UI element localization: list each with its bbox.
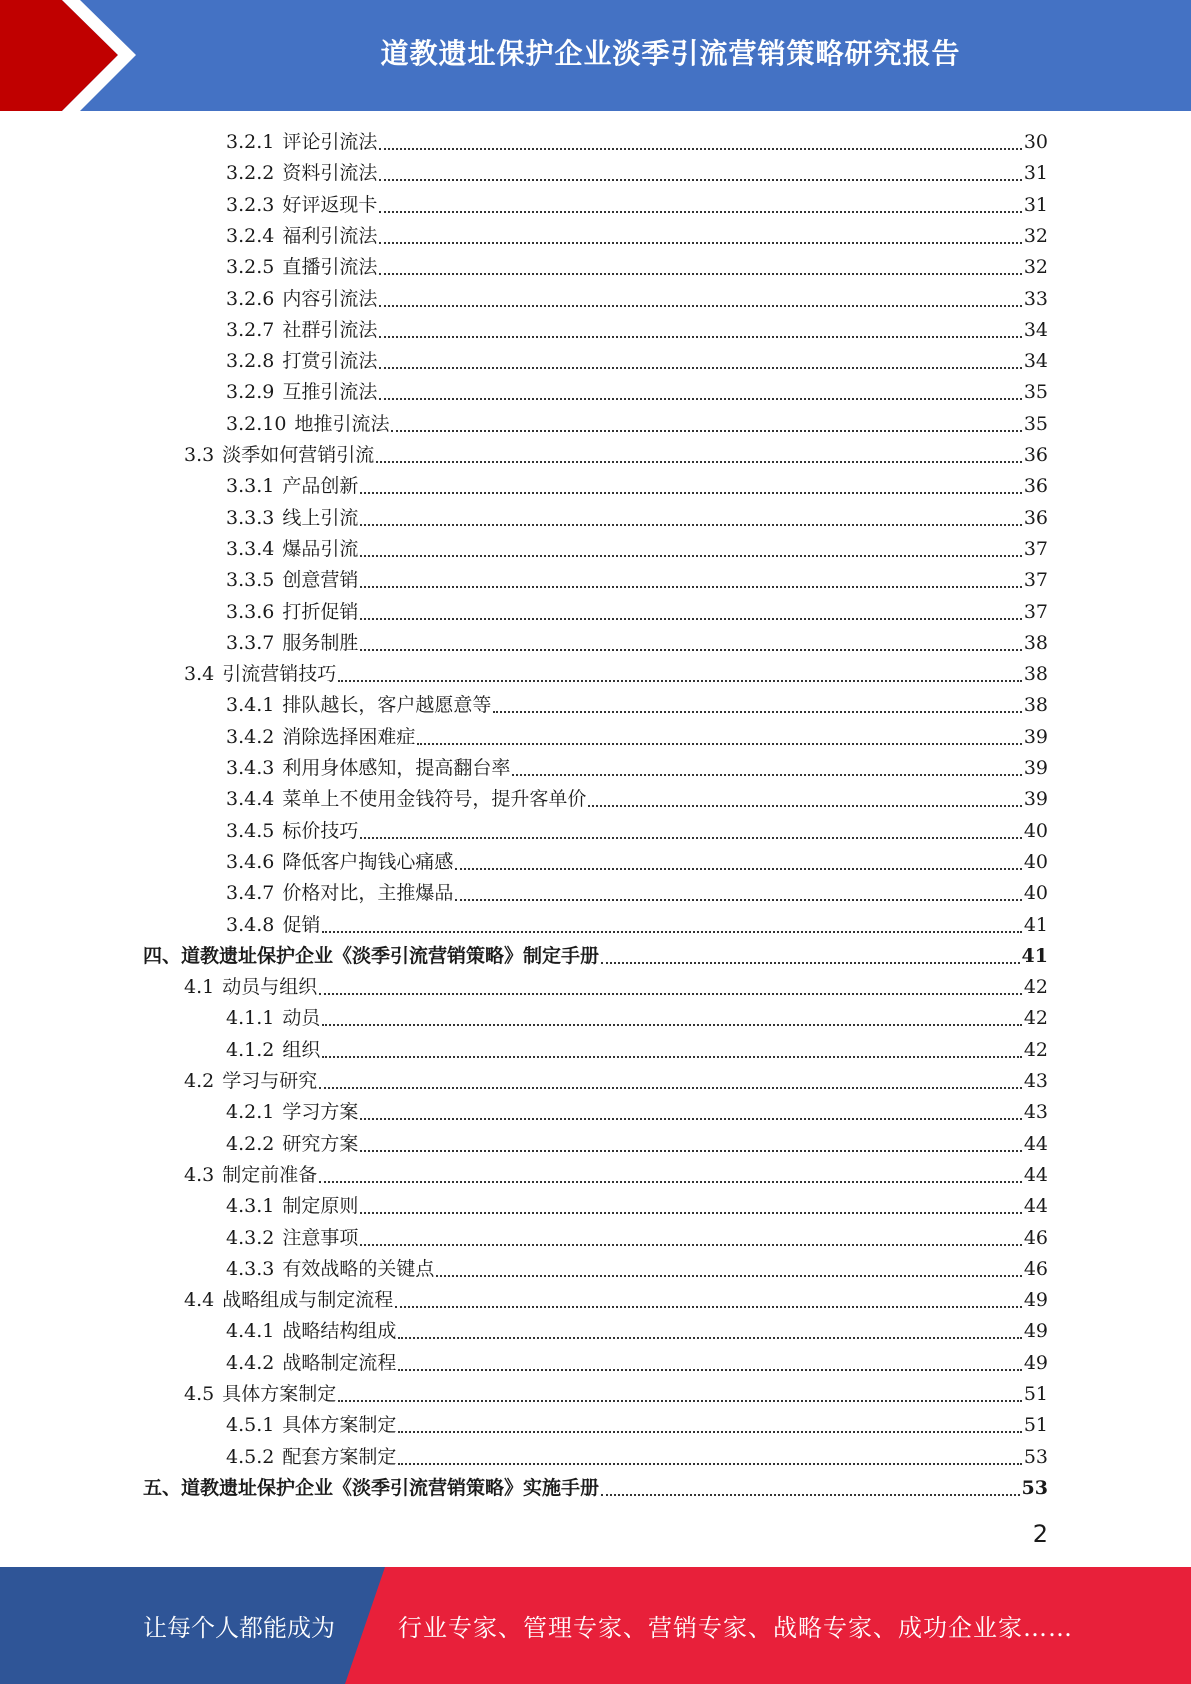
toc-dot-leader: [398, 1444, 1021, 1465]
toc-entry[interactable]: [226, 471, 1048, 502]
toc-entry-title: 地推引流法: [294, 412, 390, 435]
toc-dot-leader: [379, 160, 1021, 181]
toc-entry[interactable]: [184, 1160, 1048, 1191]
toc-entry-title: 产品创新: [282, 475, 359, 498]
toc-entry-page: 51: [1023, 1383, 1048, 1405]
toc-entry[interactable]: [226, 1191, 1048, 1222]
toc-entry-page: 41: [1023, 913, 1048, 936]
toc-entry-title: 标价技巧: [282, 819, 359, 842]
toc-dot-leader: [338, 661, 1022, 682]
toc-dot-leader: [436, 1256, 1021, 1277]
toc-dot-leader: [493, 692, 1021, 713]
toc-entry[interactable]: [226, 158, 1048, 189]
toc-entry-title: 引流营销技巧: [222, 663, 337, 686]
toc-entry[interactable]: [226, 409, 1048, 440]
toc-entry-page: 43: [1023, 1101, 1048, 1124]
toc-entry-page: 30: [1023, 131, 1048, 153]
toc-entry-title: 价格对比，主推爆品: [282, 882, 454, 905]
toc-entry-page: 41: [1021, 944, 1048, 967]
toc-dot-leader: [588, 786, 1021, 807]
toc-entry[interactable]: [226, 1223, 1048, 1254]
toc-entry[interactable]: [226, 878, 1048, 909]
toc-entry-number: 4.2.2: [226, 1132, 275, 1155]
toc-entry[interactable]: [226, 315, 1048, 346]
toc-dot-leader: [379, 192, 1021, 213]
toc-entry-page: 33: [1023, 287, 1048, 310]
toc-entry-title: 菜单上不使用金钱符号，提升客单价: [282, 788, 587, 811]
toc-dot-leader: [601, 943, 1020, 964]
toc-dot-leader: [360, 505, 1021, 526]
toc-entry[interactable]: [226, 690, 1048, 721]
toc-entry-title: 直播引流法: [282, 256, 378, 279]
toc-entry-number: 3.2.10: [226, 412, 287, 435]
toc-entry-title: 学习与研究: [222, 1070, 318, 1092]
toc-dot-leader: [455, 880, 1021, 901]
toc-entry-page: 32: [1023, 256, 1048, 279]
toc-entry-title: 消除选择困难症: [282, 725, 416, 748]
toc-entry-number: 3.2.1: [226, 131, 275, 153]
toc-entry-title: 注意事项: [282, 1226, 359, 1249]
toc-entry-page: 32: [1023, 224, 1048, 247]
toc-entry-page: 39: [1023, 757, 1048, 779]
toc-entry[interactable]: [226, 910, 1048, 941]
toc-entry-title: 学习方案: [282, 1101, 359, 1124]
toc-entry-page: 37: [1023, 600, 1048, 623]
toc-entry[interactable]: [184, 659, 1048, 690]
toc-entry-title: 战略制定流程: [282, 1351, 397, 1374]
toc-dot-leader: [322, 912, 1021, 933]
toc-entry-number: 3.2.8: [226, 350, 275, 373]
toc-dot-leader: [379, 379, 1021, 400]
toc-entry-title: 战略结构组成: [282, 1320, 397, 1343]
toc-dot-leader: [360, 1131, 1021, 1152]
toc-entry-title: 制定前准备: [222, 1163, 318, 1186]
toc-entry-page: 38: [1023, 663, 1048, 686]
toc-entry-number: 4.4.1: [226, 1320, 275, 1343]
toc-entry-page: 49: [1023, 1351, 1048, 1374]
toc-entry-number: 3.2.5: [226, 256, 275, 279]
toc-entry-number: 3.2.7: [226, 318, 275, 341]
toc-entry-title: 四、道教遗址保护企业《淡季引流营销策略》制定手册: [143, 944, 600, 967]
toc-entry-title: 促销: [282, 913, 321, 936]
toc-dot-leader: [319, 1068, 1022, 1089]
toc-entry-title: 具体方案制定: [222, 1383, 337, 1405]
toc-entry-number: 3.2.2: [226, 162, 275, 185]
toc-entry-page: 38: [1023, 631, 1048, 654]
footer-slogan-left: 让每个人都能成为: [143, 1614, 335, 1642]
toc-entry-number: 3.4.6: [226, 850, 275, 873]
toc-dot-leader: [360, 818, 1021, 839]
toc-entry-title: 制定原则: [282, 1195, 359, 1218]
toc-entry-number: 3.4: [184, 663, 215, 686]
toc-entry-page: 53: [1023, 1445, 1048, 1468]
toc-entry-title: 有效战略的关键点: [282, 1257, 435, 1280]
toc-entry-number: 4.2: [184, 1070, 215, 1092]
toc-entry-number: 3.3.1: [226, 475, 275, 498]
toc-entry[interactable]: [226, 252, 1048, 283]
toc-entry-page: 34: [1023, 350, 1048, 373]
toc-entry[interactable]: [226, 816, 1048, 847]
toc-entry-page: 39: [1023, 788, 1048, 811]
toc-entry[interactable]: [226, 346, 1048, 377]
toc-entry-title: 排队越长，客户越愿意等: [282, 694, 492, 717]
toc-entry[interactable]: [226, 597, 1048, 628]
report-title: 道教遗址保护企业淡季引流营销策略研究报告: [380, 37, 961, 70]
toc-entry-title: 具体方案制定: [282, 1414, 397, 1437]
toc-entry-page: 51: [1023, 1414, 1048, 1437]
toc-dot-leader: [322, 1005, 1021, 1026]
toc-entry-title: 打折促销: [282, 600, 359, 623]
toc-entry[interactable]: [226, 377, 1048, 408]
toc-dot-leader: [379, 317, 1021, 338]
toc-dot-leader: [395, 1287, 1022, 1308]
toc-entry-number: 4.1.1: [226, 1007, 275, 1030]
toc-dot-leader: [379, 254, 1021, 275]
toc-entry-number: 3.3.4: [226, 537, 275, 560]
toc-entry-page: 35: [1023, 412, 1048, 435]
toc-dot-leader: [379, 348, 1021, 369]
toc-entry[interactable]: [184, 1379, 1048, 1410]
toc-entry-title: 内容引流法: [282, 287, 378, 310]
toc-entry[interactable]: [184, 972, 1048, 1003]
toc-entry-page: 42: [1023, 1007, 1048, 1030]
toc-entry-page: 49: [1023, 1320, 1048, 1343]
toc-entry-number: 3.4.2: [226, 725, 275, 748]
toc-entry-page: 42: [1023, 1038, 1048, 1061]
toc-dot-leader: [360, 536, 1021, 557]
toc-entry-title: 福利引流法: [282, 224, 378, 247]
toc-dot-leader: [360, 473, 1021, 494]
toc-entry-title: 创意营销: [282, 569, 359, 592]
toc-dot-leader: [360, 599, 1021, 620]
toc-entry-page: 40: [1023, 882, 1048, 905]
toc-entry-title: 评论引流法: [282, 131, 378, 153]
toc-entry[interactable]: [226, 534, 1048, 565]
toc-dot-leader: [417, 724, 1021, 745]
toc-entry-page: 46: [1023, 1257, 1048, 1280]
toc-entry-title: 降低客户掏钱心痛感: [282, 850, 454, 873]
toc-entry[interactable]: [143, 941, 1048, 972]
toc-entry-number: 4.1.2: [226, 1038, 275, 1061]
toc-entry-number: 3.2.6: [226, 287, 275, 310]
page-number: 2: [1032, 1520, 1048, 1548]
toc-entry-page: 31: [1023, 193, 1048, 216]
toc-dot-leader: [379, 129, 1021, 150]
toc-entry-page: 40: [1023, 850, 1048, 873]
toc-entry-page: 46: [1023, 1226, 1048, 1249]
toc-entry-number: 3.4.3: [226, 757, 275, 779]
toc-entry-page: 53: [1021, 1476, 1048, 1499]
toc-entry-page: 44: [1023, 1132, 1048, 1155]
toc-dot-leader: [379, 286, 1021, 307]
footer-banner: [0, 1567, 1191, 1684]
toc-entry-page: 43: [1023, 1070, 1048, 1092]
toc-entry[interactable]: [226, 1129, 1048, 1160]
toc-entry-page: 36: [1023, 506, 1048, 529]
toc-entry[interactable]: [184, 440, 1048, 471]
toc-entry-title: 组织: [282, 1038, 321, 1061]
toc-entry-number: 3.4.5: [226, 819, 275, 842]
toc-entry-page: 49: [1023, 1289, 1048, 1312]
toc-entry-title: 五、道教遗址保护企业《淡季引流营销策略》实施手册: [143, 1476, 600, 1499]
toc-entry[interactable]: [226, 722, 1048, 753]
toc-entry-title: 打赏引流法: [282, 350, 378, 373]
toc-entry[interactable]: [226, 221, 1048, 252]
toc-entry[interactable]: [226, 628, 1048, 659]
toc-entry-page: 40: [1023, 819, 1048, 842]
toc-entry-page: 36: [1023, 444, 1048, 466]
toc-entry[interactable]: [143, 1473, 1048, 1504]
toc-entry-number: 3.3.6: [226, 600, 275, 623]
toc-dot-leader: [360, 1099, 1021, 1120]
toc-entry-number: 3.3.7: [226, 631, 275, 654]
toc-entry-number: 4.2.1: [226, 1101, 275, 1124]
toc-entry-page: 31: [1023, 162, 1048, 185]
toc-entry-number: 3.3.5: [226, 569, 275, 592]
toc-dot-leader: [360, 567, 1021, 588]
toc-entry[interactable]: [226, 1035, 1048, 1066]
toc-entry-page: 35: [1023, 381, 1048, 404]
toc-dot-leader: [398, 1350, 1021, 1371]
toc-entry[interactable]: [184, 1285, 1048, 1316]
toc-entry-number: 4.4.2: [226, 1351, 275, 1374]
toc-entry[interactable]: [226, 284, 1048, 315]
toc-entry-title: 战略组成与制定流程: [222, 1289, 394, 1312]
toc-entry-title: 利用身体感知，提高翻台率: [282, 757, 511, 779]
toc-entry-number: 4.5.2: [226, 1445, 275, 1468]
toc-entry-number: 3.4.4: [226, 788, 275, 811]
toc-entry-page: 34: [1023, 318, 1048, 341]
toc-entry[interactable]: [226, 753, 1048, 784]
toc-entry-page: 38: [1023, 694, 1048, 717]
toc-entry-title: 动员与组织: [222, 976, 318, 999]
toc-entry[interactable]: [226, 1348, 1048, 1379]
toc-entry-page: 44: [1023, 1163, 1048, 1186]
toc-entry[interactable]: [226, 1254, 1048, 1285]
toc-entry[interactable]: [226, 127, 1048, 158]
toc-entry-number: 4.5: [184, 1383, 215, 1405]
toc-entry[interactable]: [226, 190, 1048, 221]
toc-entry-title: 好评返现卡: [282, 193, 378, 216]
toc-entry-number: 3.2.4: [226, 224, 275, 247]
toc-dot-leader: [398, 1412, 1021, 1433]
toc-dot-leader: [455, 849, 1021, 870]
toc-entry-number: 3.2.9: [226, 381, 275, 404]
toc-dot-leader: [360, 1225, 1021, 1246]
toc-dot-leader: [338, 1381, 1022, 1402]
toc-entry-title: 社群引流法: [282, 318, 378, 341]
toc-entry[interactable]: [226, 784, 1048, 815]
toc-entry[interactable]: [184, 1066, 1048, 1097]
header-arrow-decoration: [0, 0, 160, 111]
toc-entry[interactable]: [226, 503, 1048, 534]
toc-entry-number: 3.3: [184, 444, 215, 466]
toc-entry-page: 37: [1023, 569, 1048, 592]
toc-entry-number: 4.3.2: [226, 1226, 275, 1249]
toc-entry-title: 互推引流法: [282, 381, 378, 404]
toc-entry-number: 4.3.1: [226, 1195, 275, 1218]
toc-entry-number: 3.2.3: [226, 193, 275, 216]
toc-entry-title: 资料引流法: [282, 162, 378, 185]
toc-entry[interactable]: [226, 1442, 1048, 1473]
header-bar: [0, 0, 1191, 111]
toc-dot-leader: [360, 1193, 1021, 1214]
toc-dot-leader: [322, 1037, 1021, 1058]
toc-entry[interactable]: [226, 1410, 1048, 1441]
toc-entry-number: 4.5.1: [226, 1414, 275, 1437]
toc-entry-number: 4.1: [184, 976, 215, 999]
toc-entry[interactable]: [226, 565, 1048, 596]
toc-entry-title: 服务制胜: [282, 631, 359, 654]
toc-entry-number: 3.3.3: [226, 506, 275, 529]
toc-entry-page: 36: [1023, 475, 1048, 498]
toc-entry-title: 动员: [282, 1007, 321, 1030]
toc-entry-page: 37: [1023, 537, 1048, 560]
toc-dot-leader: [398, 1318, 1021, 1339]
toc-entry[interactable]: [226, 1003, 1048, 1034]
toc-entry-number: 3.4.1: [226, 694, 275, 717]
toc-entry[interactable]: [226, 1316, 1048, 1347]
toc-dot-leader: [319, 974, 1022, 995]
toc-dot-leader: [391, 411, 1021, 432]
toc-entry-title: 淡季如何营销引流: [222, 444, 375, 466]
toc-entry-number: 4.3: [184, 1163, 215, 1186]
toc-dot-leader: [512, 755, 1021, 776]
toc-dot-leader: [319, 1162, 1022, 1183]
toc-entry-page: 39: [1023, 725, 1048, 748]
toc-entry-number: 4.4: [184, 1289, 215, 1312]
toc-dot-leader: [360, 630, 1021, 651]
toc-entry-number: 3.4.8: [226, 913, 275, 936]
toc-entry-title: 研究方案: [282, 1132, 359, 1155]
toc-entry-page: 44: [1023, 1195, 1048, 1218]
toc-entry-title: 线上引流: [282, 506, 359, 529]
toc-entry-title: 配套方案制定: [282, 1445, 397, 1468]
toc-dot-leader: [376, 442, 1022, 463]
toc-entry-number: 3.4.7: [226, 882, 275, 905]
toc-entry[interactable]: [226, 847, 1048, 878]
footer-slogan-right: 行业专家、管理专家、营销专家、战略专家、成功企业家……: [398, 1614, 1073, 1642]
toc-entry[interactable]: [226, 1097, 1048, 1128]
toc-entry-title: 爆品引流: [282, 537, 359, 560]
toc-entry-page: 42: [1023, 976, 1048, 999]
toc-dot-leader: [601, 1475, 1020, 1496]
toc-dot-leader: [379, 223, 1021, 244]
toc-entry-number: 4.3.3: [226, 1257, 275, 1280]
